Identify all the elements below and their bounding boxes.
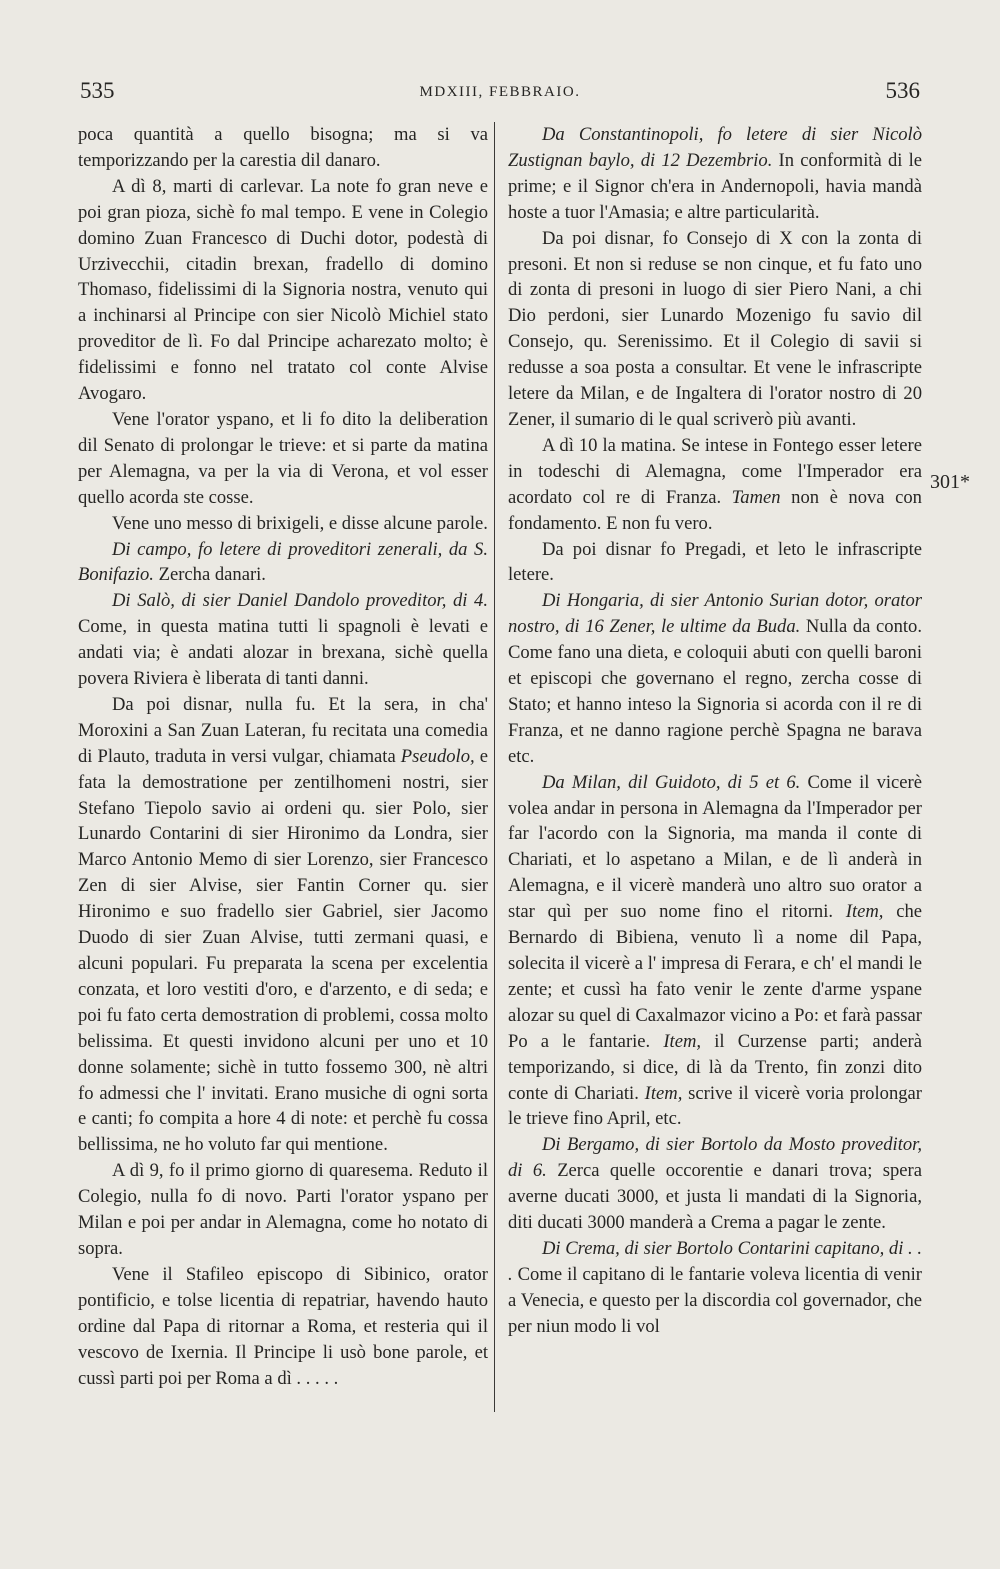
paragraph-text: Come il vicerè volea andar in persona in Alemagna da l'Imperador per far l'acordo con la Signoria, ma manda il conte di Chariati, et lo aspetano a Milan, e de lì anderà in Alemagna, e il vicerè manderà uno altro suo orator a star quì per suo nome fino el ritorni. bbox=[508, 771, 922, 923]
right-column bbox=[508, 122, 922, 1340]
paragraph bbox=[78, 537, 488, 589]
paragraph: poca quantità a quello bisogna; ma si va temporizzando per la carestia dil danaro. bbox=[78, 124, 488, 171]
letter-heading: Di Bergamo, di sier Bortolo da Mosto proveditor, di 6. bbox=[508, 1134, 922, 1182]
paragraph: Da poi disnar fo Pregadi, et leto le infrascripte letere. bbox=[508, 538, 922, 586]
paragraph: Vene uno messo di brixigeli, e disse alcune parole. bbox=[112, 512, 488, 534]
paragraph-text: Zerca quelle occorentie e danari trova; spera averne ducati 3000, et justa li mandati di la Signoria, diti ducati 3000 manderà a Crema a pagar le zente. bbox=[508, 1160, 922, 1234]
column-divider bbox=[494, 122, 495, 1412]
letter-heading: Di Hongaria, di sier Antonio Surian dotor, orator nostro, di 16 Zener, le ultime da Buda. bbox=[508, 590, 922, 638]
paragraph-text: Come il capitano di le fantarie voleva licentia di venir a Venecia, e questo per la discordia col governador, che per niun modo li vol bbox=[508, 1263, 922, 1337]
paragraph bbox=[508, 1236, 922, 1340]
paragraph-text: che Bernardo di Bibiena, venuto lì a nome dil Papa, solecita il vicerè a l' impresa di Ferara, e ch' el mandi le zente; et cussì ha fato venir le zente d'arme yspane alozar su quel di Caxalmazor vicino a Po: et farà passar Po a le fantarie. bbox=[508, 901, 922, 1052]
paragraph bbox=[508, 122, 922, 226]
paragraph-text: scrive il vicerè voria prolongar le trieve fino April, etc. bbox=[508, 1082, 922, 1130]
paragraph bbox=[508, 770, 922, 1133]
paragraph bbox=[78, 588, 488, 692]
letter-heading: Di campo, fo letere di proveditori zenerali, da S. Bonifazio. bbox=[78, 538, 488, 586]
letter-heading: Di Salò, di sier Daniel Dandolo proveditor, di 4. bbox=[112, 590, 488, 612]
letter-heading: Di Crema, di sier Bortolo Contarini capitano, di . . . bbox=[508, 1237, 922, 1285]
italic-title: Pseudolo, bbox=[400, 745, 475, 767]
paragraph-text: non è nova con fondamento. E non fu vero. bbox=[508, 486, 922, 534]
italic-word: Tamen bbox=[731, 486, 781, 508]
italic-word: Item, bbox=[644, 1082, 683, 1104]
paragraph: Da poi disnar, fo Consejo di X con la zonta di presoni. Et non si reduse se non cinque, et fu fato uno di zonta di presoni in luogo di sier Piero Nani, a chi Dio perdoni, sier Lunardo Mozenigo fu savio dil Consejo, qu. Serenissimo. Et il Colegio di savii si redusse a soa posta a consultar. Et vene le infrascripte letere da Milan, e de Ingaltera di l'orator nostro di 20 Zener, il sumario di le qual scriverò più avanti. bbox=[508, 227, 922, 430]
paragraph: Vene l'orator yspano, et li fo dito la deliberation dil Senato di prolongar le trieve: et si parte da matina per Alemagna, va per la via di Verona, et vol esser quello acorda ste cosse. bbox=[78, 408, 488, 508]
page-number-right: 536 bbox=[885, 78, 920, 103]
italic-word: Item, bbox=[663, 1030, 702, 1052]
paragraph-text: In conformità di le prime; e il Signor ch'era in Andernopoli, havia mandà hoste a tuor l'Amasia; e altre particularità. bbox=[508, 149, 923, 223]
margin-folio-number: 301* bbox=[930, 471, 970, 493]
letter-heading: Da Constantinopoli, fo letere di sier Nicolò Zustignan baylo, di 12 Dezembrio. bbox=[508, 124, 922, 171]
running-title: MDXIII, FEBBRAIO. bbox=[419, 84, 581, 100]
paragraph-text: Nulla da conto. Come fano una dieta, e coloquii abuti con quelli baroni et episcopi che governano el regno, zercha cosse di Stato; et hanno inteso la Signoria si acorda con il re di Franza, et ne danno ragione perchè Spagna ne barava etc. bbox=[508, 616, 922, 767]
page-header bbox=[80, 78, 920, 118]
paragraph-text: Come, in questa matina tutti li spagnoli è levati e andati via; è andati alozar in brexana, sichè quella povera Riviera è liberata di tanti danni. bbox=[78, 616, 488, 690]
left-column bbox=[78, 122, 488, 1391]
paragraph bbox=[508, 433, 922, 537]
page-number-left: 535 bbox=[80, 78, 115, 103]
paragraph: A dì 9, fo il primo giorno di quaresema. Reduto il Colegio, nulla fo di novo. Parti l'orator yspano per Milan e poi per andar in Alemagna, come ho notato di sopra. bbox=[78, 1160, 488, 1259]
paragraph bbox=[508, 588, 922, 769]
italic-word: Item, bbox=[845, 901, 884, 923]
paragraph-text: Zercha danari. bbox=[158, 564, 266, 586]
paragraph-text: A dì 10 la matina. Se intese in Fontego esser letere in todeschi di Alemagna, come l'Imperador era acordato col re di Franza. bbox=[508, 434, 922, 508]
paragraph-text: e fata la demostratione per zentilhomeni nostri, sier Stefano Tiepolo savio ai ordeni qu. sier Polo, sier Lunardo Contarini di sier Hironimo da Londra, sier Marco Antonio Memo di sier Lorenzo, sier Francesco Zen di sier Alvise, sier Fantin Corner qu. sier Hironimo e suo fradello sier Gabriel, sier Jacomo Duodo di sier Zuan Alvise, tutti zermani quasi, e alcuni populari. Fu preparata la scena per excelentia conzata, et loro vestiti d'oro, e d'arzento, e di seda; e poi fu fato certa demostration di problemi, cossa molto belissima. Et questi invidono alcuni per uno et 10 donne solamente; sichè in tutto fossemo 300, nè altri fo admessi che l' invitati. Erano musiche di ogni sorta e canti; fo compita a hore 4 di note: et perchè fu cossa bellissima, ne ho voluto far qui mentione. bbox=[78, 745, 488, 1156]
paragraph-text: il Curzense parti; anderà temporizando, si dice, di là da Trento, fin zonzi dito conte di Chariati. bbox=[508, 1030, 922, 1104]
paragraph: Vene il Stafileo episcopo di Sibinico, orator pontificio, e tolse licentia di repatriar, havendo hauto ordine dal Papa di ritornar a Roma, et resteria qui il vescovo de Ixernia. Il Principe li usò bone parole, et cussì parti poi per Roma a dì . . . . . bbox=[78, 1263, 488, 1389]
paragraph: A dì 8, marti di carlevar. La note fo gran neve e poi gran pioza, sichè fo mal tempo. E vene in Colegio domino Zuan Francesco di Duchi dotor, podestà di Urzivecchii, citadin brexan, fradello di domino Thomaso, fidelissimi di la Signoria nostra, venuto qui a inchinarsi al Principe con sier Nicolò Michiel stato proveditor de lì. Fo dal Principe acharezato molto; è fidelissimi e fonno nel tratato col conte Alvise Avogaro. bbox=[78, 175, 488, 405]
paragraph bbox=[78, 692, 488, 1158]
letter-heading: Da Milan, dil Guidoto, di 5 et 6. bbox=[542, 771, 801, 793]
paragraph bbox=[508, 1132, 922, 1236]
paragraph-text: Da poi disnar, nulla fu. Et la sera, in cha' Moroxini a San Zuan Lateran, fu recitata una comedia di Plauto, traduta in versi vulgar, chiamata bbox=[78, 693, 488, 767]
